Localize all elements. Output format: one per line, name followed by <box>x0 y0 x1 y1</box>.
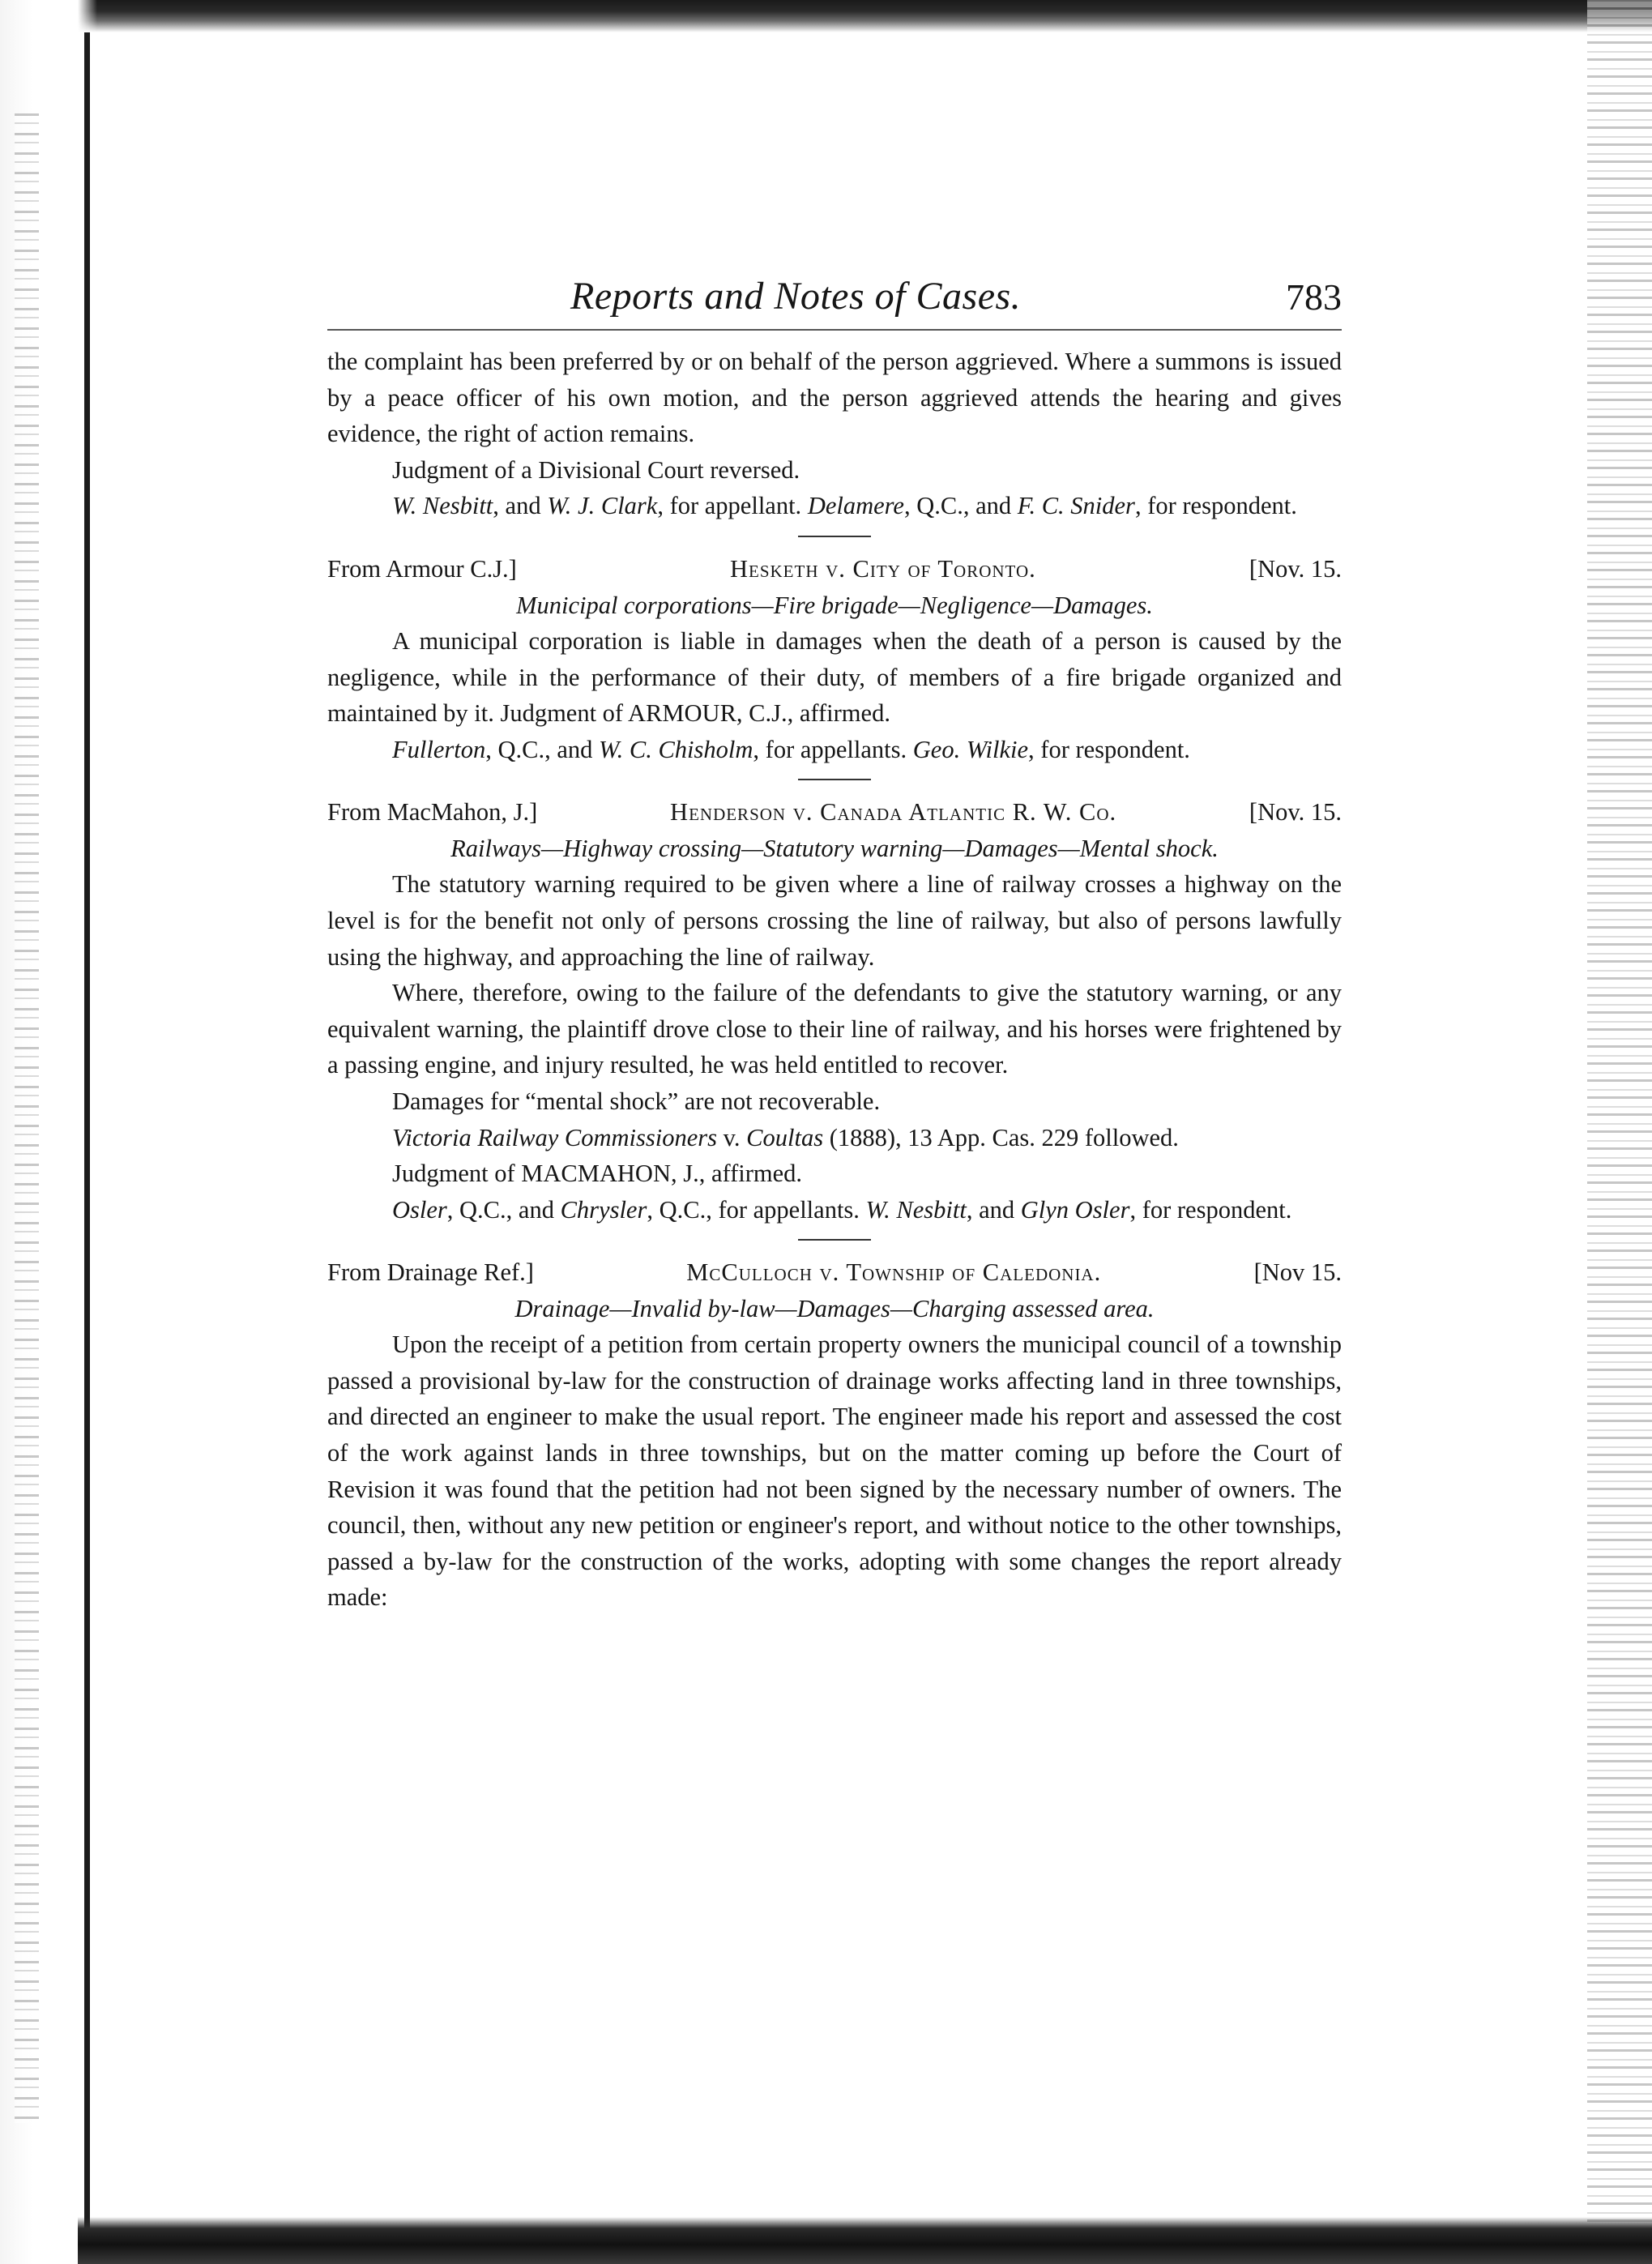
counsel-name: Delamere <box>807 492 904 520</box>
scan-edge-bottom <box>78 2217 1652 2264</box>
section-divider <box>798 536 871 537</box>
binding-line <box>84 32 90 2236</box>
counsel-text: , for appellant. <box>657 492 808 520</box>
counsel-text: , for respondent. <box>1129 1195 1292 1224</box>
case-holding: Upon the receipt of a petition from certain property owners the municipal council of a township passed a provisional by-law for the construction of drainage works affecting land in three townships, and directed an engineer to make the usual report. The engineer made his report and assessed the cost of the work against lands in three townships, but on the matter coming up before the Court of Revision it was found that the petition had not been signed by the necessary number of owners. The council, then, without any new petition or engineer's report, and without notice to the other townships, passed a by-law for the construction of the works, adopting with some changes the report already made: <box>327 1331 1342 1612</box>
counsel-name: Glyn Osler <box>1020 1195 1130 1224</box>
citation-name: Coultas <box>746 1123 824 1151</box>
case-court: From MacMahon, J.] <box>327 798 538 827</box>
counsel-text: , Q.C., and <box>903 492 1018 520</box>
case-date: [Nov 15. <box>1253 1258 1342 1287</box>
running-head <box>327 274 1342 331</box>
case-holding: A municipal corporation is liable in damages when the death of a person is caused by the negligence, while in the performance of their duty, of members of a fire brigade organized and maintained by it. Judgment of ARMOUR, C.J., affirmed. <box>327 626 1342 728</box>
citation-text: v. <box>717 1123 747 1151</box>
citation-text: (1888), 13 App. Cas. 229 followed. <box>823 1123 1179 1151</box>
scan-edge-right <box>1587 0 1652 2264</box>
case-heading-mcculloch <box>327 1254 1342 1291</box>
case-name: Henderson v. Canada Atlantic R. W. Co. <box>670 798 1117 827</box>
counsel-name: W. J. Clark <box>547 492 658 520</box>
scan-edge-top <box>0 0 1652 32</box>
counsel-text: , for appellants. <box>753 735 913 763</box>
counsel-text: , Q.C., for appellants. <box>647 1195 866 1224</box>
body-text <box>327 344 1342 1616</box>
judgment-line: Judgment of MACMAHON, J., affirmed. <box>392 1160 803 1188</box>
counsel-line <box>327 1192 1342 1228</box>
counsel-name: Geo. Wilkie <box>912 735 1029 763</box>
case-citation <box>327 1120 1342 1156</box>
case-holding: The statutory warning required to be given where a line of railway crosses a highway on the level is for the benefit not only of persons crossing the line of railway, but also of persons lawfully using the highway, and approaching the line of railway. <box>327 870 1342 971</box>
case-date: [Nov. 15. <box>1249 798 1342 827</box>
counsel-name: Fullerton <box>392 735 486 763</box>
counsel-name: Chrysler <box>560 1195 647 1224</box>
counsel-text: , and <box>493 492 548 520</box>
case-name: McCulloch v. Township of Caledonia. <box>686 1258 1102 1287</box>
case-heading-hesketh <box>327 550 1342 587</box>
header-rule <box>327 329 1342 331</box>
counsel-name: W. Nesbitt <box>865 1195 967 1224</box>
case-subject: Municipal corporations—Fire brigade—Negligence—Damages. <box>516 591 1153 619</box>
judgment-line: Judgment of a Divisional Court reversed. <box>392 455 800 484</box>
section-divider <box>798 779 871 780</box>
case-holding: Damages for “mental shock” are not recoverable. <box>392 1087 881 1115</box>
counsel-text: , and <box>966 1195 1021 1224</box>
continued-paragraph: the complaint has been preferred by or on behalf of the person aggrieved. Where a summons is issued by a peace officer of his own motion, and the person aggrieved attends the hearing and gives evidence, the right of action remains. <box>327 348 1342 448</box>
counsel-text: , for respondent. <box>1028 735 1190 763</box>
citation-name: Victoria Railway Commissioners <box>392 1123 718 1151</box>
case-court: From Armour C.J.] <box>327 554 517 583</box>
counsel-name: F. C. Snider <box>1017 492 1135 520</box>
counsel-name: Osler <box>392 1195 447 1224</box>
page-number: 783 <box>1286 276 1342 318</box>
counsel-line <box>327 732 1342 768</box>
counsel-text: , Q.C., and <box>446 1195 561 1224</box>
case-heading-henderson <box>327 793 1342 831</box>
counsel-name: W. Nesbitt <box>392 492 493 520</box>
counsel-line <box>327 488 1342 524</box>
page-content <box>327 274 1342 1616</box>
section-divider <box>798 1239 871 1241</box>
case-holding: Where, therefore, owing to the failure of the defendants to give the statutory warning, or any equivalent warning, the plaintiff drove close to their line of railway, and his horses were frightened by a passing engine, and injury resulted, he was held entitled to recover. <box>327 979 1342 1079</box>
case-name: Hesketh v. City of Toronto. <box>729 554 1036 583</box>
case-subject: Railways—Highway crossing—Statutory warning—Damages—Mental shock. <box>450 835 1219 863</box>
counsel-text: , Q.C., and <box>485 735 600 763</box>
case-subject: Drainage—Invalid by-law—Damages—Charging assessed area. <box>514 1295 1155 1323</box>
counsel-name: W. C. Chisholm <box>599 735 753 763</box>
counsel-text: , for respondent. <box>1134 492 1297 520</box>
scan-speckle-left <box>15 113 39 2123</box>
case-court: From Drainage Ref.] <box>327 1258 534 1287</box>
case-date: [Nov. 15. <box>1249 554 1342 583</box>
running-title: Reports and Notes of Cases. <box>570 275 1022 318</box>
